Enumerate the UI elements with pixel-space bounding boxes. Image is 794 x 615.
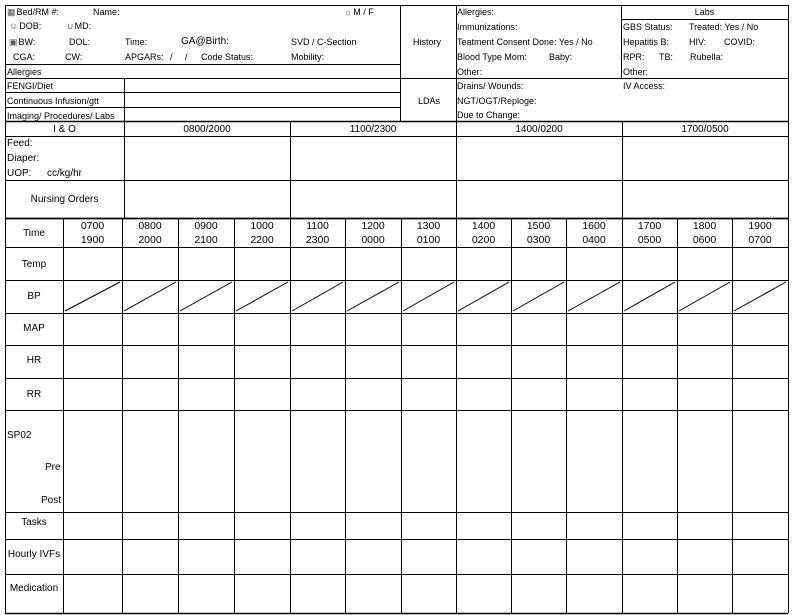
time-cell-bottom: 0300 [526, 234, 551, 246]
time-cell-top: 0900 [194, 220, 218, 232]
io-title: I & O [53, 124, 76, 135]
history-other: Other: [457, 67, 483, 77]
bp-slash-line [734, 282, 786, 311]
bp-slash-line [679, 282, 730, 311]
code-status-field: Code Status: [201, 52, 254, 62]
time-cell-top: 1200 [361, 220, 385, 232]
history-label: History [413, 37, 442, 47]
time-cell-top: 1700 [637, 220, 662, 232]
cga-field: CGA: [13, 52, 36, 62]
dol-field: DOL: [69, 37, 91, 47]
map-row-label: MAP [23, 323, 45, 334]
time-cell-top: 1500 [526, 220, 551, 232]
history-consent: Teatment Consent Done: Yes / No [457, 37, 593, 47]
spo2-post-label: Post [41, 495, 62, 506]
time-cell-bottom: 0400 [582, 234, 606, 246]
bw-field: ▣BW: [9, 37, 36, 47]
bed-icon: ▦ [7, 7, 16, 17]
bp-slash-line [124, 282, 176, 311]
time-field: Time: [125, 37, 148, 47]
hourly-ivfs-row-label: Hourly IVFs [7, 549, 61, 560]
time-cell-top: 1400 [471, 220, 496, 232]
labs-hiv: HIV: [689, 37, 707, 47]
labs-title: Labs [694, 7, 715, 17]
labs-covid: COVID: [724, 37, 756, 47]
labs-rubella: Rubella: [690, 52, 724, 62]
nursing-orders-label: Nursing Orders [30, 194, 99, 205]
temp-row-label: Temp [21, 259, 47, 270]
bp-slash-line [513, 282, 564, 311]
apgar-slashes: / / [170, 52, 188, 62]
rr-row-label: RR [26, 389, 42, 400]
history-allergies: Allergies: [457, 7, 495, 17]
bp-slash-line [236, 282, 288, 311]
tasks-row-label: Tasks [21, 517, 47, 528]
history-blood-type-mom: Blood Type Mom: [457, 52, 527, 62]
time-cell-bottom: 0100 [416, 234, 441, 246]
stethoscope-icon: ∪ [67, 21, 74, 31]
ldas-due: Due to Change: [457, 110, 521, 120]
io-shift-2: 1100/2300 [349, 124, 397, 135]
ldas-iv-access: IV Access: [623, 81, 666, 91]
time-cell-bottom: 0500 [637, 234, 662, 246]
time-cell-bottom: 2200 [250, 234, 274, 246]
bp-slash-line [292, 282, 343, 311]
time-cell-bottom: 0200 [471, 234, 496, 246]
labs-treated: Treated: Yes / No [689, 22, 759, 32]
spo2-pre-label: Pre [45, 462, 61, 473]
time-cell-bottom: 1900 [80, 234, 105, 246]
labs-hep-b: Hepatitis B: [623, 37, 670, 47]
name-field: Name: [93, 7, 120, 17]
ldas-drains: Drains/ Wounds: [457, 81, 524, 91]
time-cell-top: 0800 [138, 220, 162, 232]
time-cell-top: 1000 [250, 220, 274, 232]
time-cell-bottom: 2100 [194, 234, 218, 246]
infusion-row-label: Continuous Infusion/gtt [7, 96, 100, 106]
time-cell-bottom: 2300 [305, 234, 330, 246]
medication-row-label: Medication [9, 583, 59, 594]
labs-other: Other: [623, 67, 649, 77]
bp-slash-line [624, 282, 675, 311]
time-cell-top: 1300 [416, 220, 441, 232]
bp-slash-line [403, 282, 454, 311]
bp-slash-line [458, 282, 509, 311]
cw-field: CW: [65, 52, 83, 62]
io-diaper: Diaper: [7, 153, 40, 164]
time-cell-bottom: 2000 [138, 234, 162, 246]
scale-icon: ▣ [9, 37, 18, 47]
time-label: Time [23, 228, 45, 239]
time-cell-bottom: 0600 [692, 234, 717, 246]
labs-rpr: RPR: [623, 52, 645, 62]
time-cell-top: 1900 [748, 220, 772, 232]
time-cell-top: 1600 [582, 220, 606, 232]
imaging-row-label: Imaging/ Procedures/ Labs [7, 111, 115, 121]
bp-slash-line [65, 282, 120, 311]
time-cell-top: 1800 [692, 220, 717, 232]
spo2-row-label: SP02 [7, 430, 32, 441]
labs-gbs: GBS Status: [623, 22, 673, 32]
sex-icon: ☼ [344, 7, 353, 17]
delivery-field: SVD / C-Section [291, 37, 357, 47]
bp-row-label: BP [27, 291, 41, 302]
bed-rm-field: ▦Bed/RM #: [7, 7, 60, 17]
io-feed: Feed: [7, 138, 33, 149]
mobility-field: Mobility: [291, 52, 325, 62]
apgars-field: APGARs: [125, 52, 164, 62]
bp-slash-line [568, 282, 620, 311]
io-shift-4: 1700/0500 [681, 124, 729, 135]
fengi-diet-row-label: FENGI/Diet [7, 81, 54, 91]
history-baby: Baby: [549, 52, 573, 62]
time-cell-top: 0700 [80, 220, 105, 232]
ga-birth-field: GA@Birth: [181, 36, 229, 47]
history-immunizations: Immunizations: [457, 22, 518, 32]
ldas-ngt: NGT/OGT/Reploge: [457, 96, 537, 106]
dob-field: ☺DOB: [9, 21, 42, 31]
time-cell-top: 1100 [306, 220, 329, 232]
io-shift-1: 0800/2000 [183, 124, 231, 135]
ldas-label: LDAs [418, 96, 441, 106]
md-field: ∪MD: [67, 21, 92, 31]
io-uop: UOP: [7, 168, 32, 179]
sex-field: ☼M / F [344, 7, 374, 17]
hr-row-label: HR [26, 355, 42, 366]
allergies-row-label: Allergies [7, 67, 42, 77]
labs-tb: TB: [659, 52, 674, 62]
baby-icon: ☺ [9, 21, 19, 31]
bp-slash-line [347, 282, 399, 311]
time-cell-bottom: 0000 [361, 234, 385, 246]
time-cell-bottom: 0700 [748, 234, 772, 246]
io-shift-3: 1400/0200 [515, 124, 563, 135]
bp-slash-line [180, 282, 232, 311]
io-uop-unit: cc/kg/hr [47, 168, 83, 179]
